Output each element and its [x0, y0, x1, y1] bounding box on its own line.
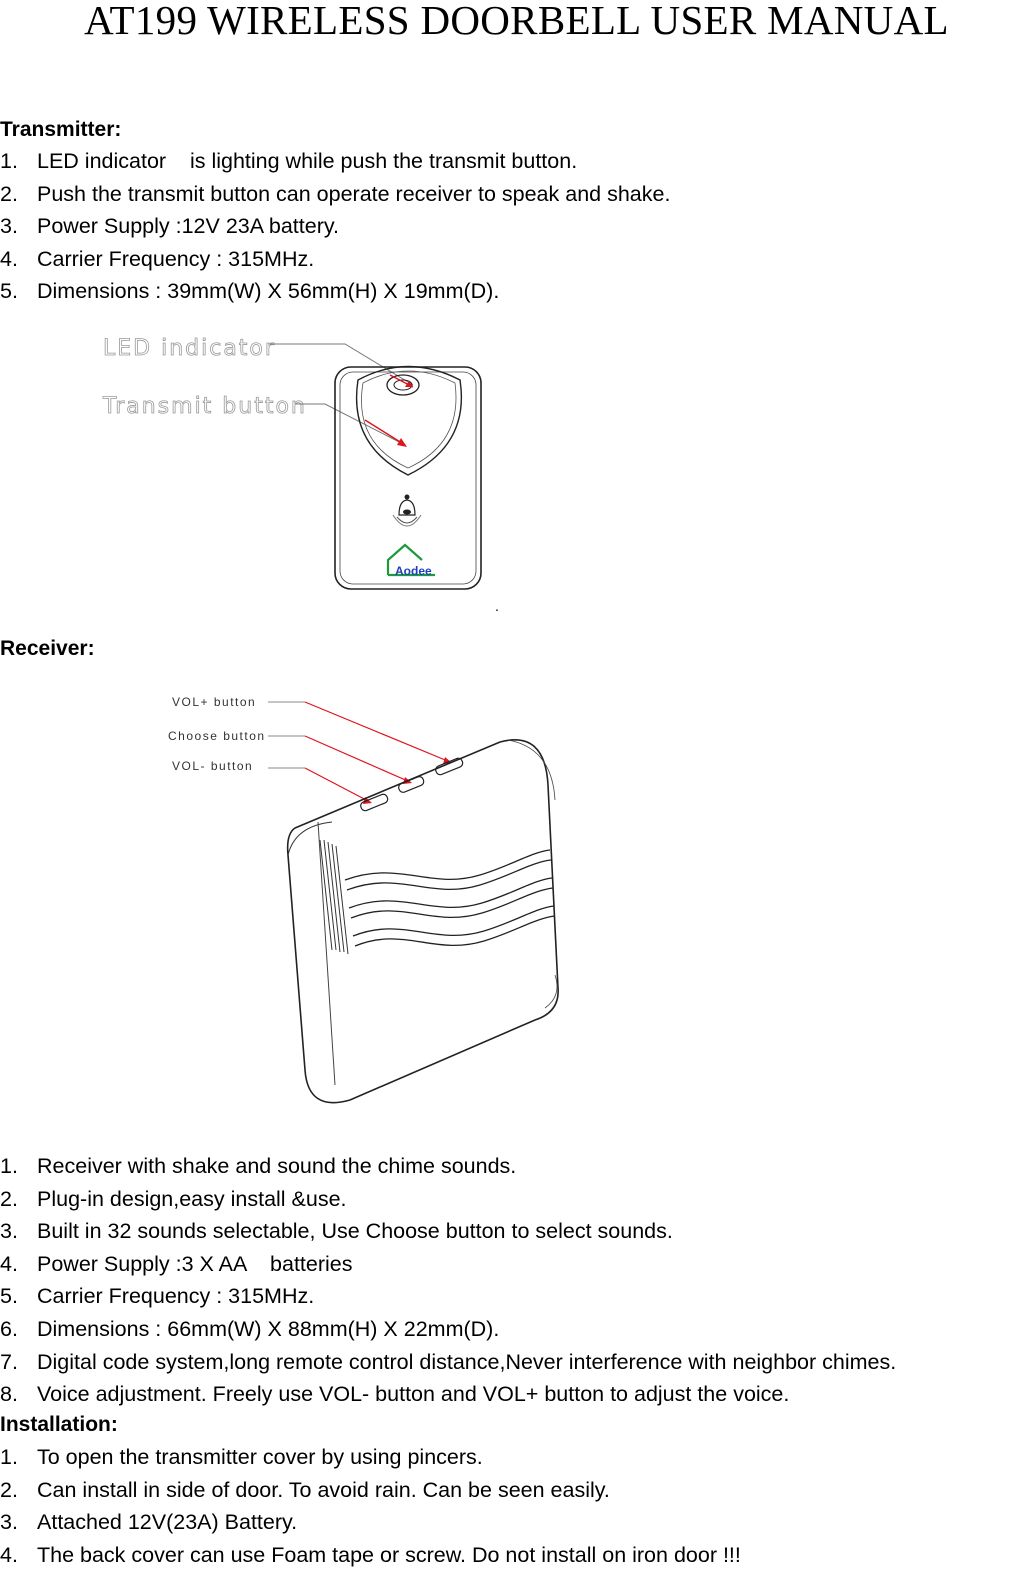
item-text: To open the transmitter cover by using pincers.: [37, 1445, 483, 1469]
item-text: Can install in side of door. To avoid rain. Can be seen easily.: [37, 1477, 610, 1502]
receiver-diagram: [160, 690, 570, 1105]
wave-stripes: [345, 850, 555, 946]
item-text: LED indicator is lighting while push the transmit button.: [37, 149, 578, 173]
item-number: 2.: [0, 1186, 18, 1211]
speaker-grille: [320, 840, 348, 954]
list-item: [0, 1506, 741, 1539]
item-number: 1.: [0, 149, 18, 173]
item-number: 2.: [0, 1477, 18, 1502]
list-item: [0, 1215, 896, 1248]
item-number: 5.: [0, 1284, 18, 1309]
vol-minus-arrow: [305, 768, 370, 802]
item-text: Dimensions : 66mm(W) X 88mm(H) X 22mm(D).: [37, 1316, 500, 1341]
choose-button-label: Choose button: [168, 729, 266, 743]
list-item: [0, 1474, 741, 1507]
transmitter-list: [0, 145, 670, 308]
transmit-arrow: [365, 420, 405, 445]
list-item: [0, 275, 670, 308]
item-number: 8.: [0, 1382, 18, 1407]
list-item: [0, 1346, 896, 1379]
item-text: Voice adjustment. Freely use VOL- button and VOL+ button to adjust the voice.: [37, 1382, 790, 1407]
list-item: [0, 1313, 896, 1346]
item-text: Plug-in design,easy install &use.: [37, 1186, 347, 1211]
transmit-arrowhead: [397, 438, 407, 447]
list-item: [0, 1378, 896, 1411]
vol-plus-arrow: [305, 702, 450, 762]
item-number: 3.: [0, 1510, 18, 1535]
choose-arrow: [305, 736, 410, 782]
transmit-button-label: Transmit button: [103, 394, 307, 419]
item-number: 3.: [0, 1219, 18, 1244]
list-item: [0, 210, 670, 243]
trailing-dot: .: [495, 598, 499, 614]
item-number: 1.: [0, 1445, 18, 1469]
item-text: Power Supply :12V 23A battery.: [37, 214, 339, 239]
receiver-heading: Receiver:: [0, 637, 95, 660]
item-text: Built in 32 sounds selectable, Use Choose button to select sounds.: [37, 1219, 673, 1244]
item-text: Power Supply :3 X AA batteries: [37, 1251, 353, 1276]
item-text: Carrier Frequency : 315MHz.: [37, 246, 315, 271]
bell-icon: [393, 495, 421, 527]
installation-heading: Installation:: [0, 1413, 118, 1436]
led-indicator-label: LED indicator: [103, 336, 276, 361]
item-text: Receiver with shake and sound the chime sounds.: [37, 1154, 517, 1178]
installation-list: [0, 1441, 741, 1571]
transmitter-diagram: [95, 325, 515, 600]
aodee-logo: [388, 545, 435, 578]
list-item: [0, 1280, 896, 1313]
item-text: Digital code system,long remote control distance,Never interference with neighbor chimes.: [37, 1349, 897, 1374]
logo-text: Aodee: [395, 564, 432, 578]
transmit-leader-line: [295, 404, 405, 445]
list-item: [0, 1150, 896, 1183]
document-title: AT199 WIRELESS DOORBELL USER MANUAL: [84, 0, 949, 43]
item-number: 4.: [0, 246, 18, 271]
vol-minus-label: VOL- button: [172, 759, 254, 773]
item-text: Attached 12V(23A) Battery.: [37, 1510, 298, 1535]
list-item: [0, 1539, 741, 1571]
vol-plus-label: VOL+ button: [172, 695, 257, 709]
led-indicator: [387, 375, 419, 395]
item-text: Dimensions : 39mm(W) X 56mm(H) X 19mm(D).: [37, 279, 500, 304]
item-number: 7.: [0, 1349, 18, 1374]
list-item: [0, 1441, 741, 1474]
list-item: [0, 145, 670, 178]
item-number: 2.: [0, 181, 18, 206]
item-number: 1.: [0, 1154, 18, 1178]
list-item: [0, 1183, 896, 1216]
item-number: 3.: [0, 214, 18, 239]
item-text: Push the transmit button can operate receiver to speak and shake.: [37, 181, 671, 206]
item-text: Carrier Frequency : 315MHz.: [37, 1284, 315, 1309]
list-item: [0, 243, 670, 276]
item-number: 4.: [0, 1251, 18, 1276]
item-number: 6.: [0, 1316, 18, 1341]
transmitter-heading: Transmitter:: [0, 118, 122, 141]
item-number: 5.: [0, 279, 18, 304]
item-text: The back cover can use Foam tape or screw. Do not install on iron door !!!: [37, 1542, 741, 1567]
receiver-body: [288, 740, 559, 1103]
list-item: [0, 178, 670, 211]
item-number: 4.: [0, 1542, 18, 1567]
receiver-list: [0, 1150, 896, 1411]
list-item: [0, 1248, 896, 1281]
